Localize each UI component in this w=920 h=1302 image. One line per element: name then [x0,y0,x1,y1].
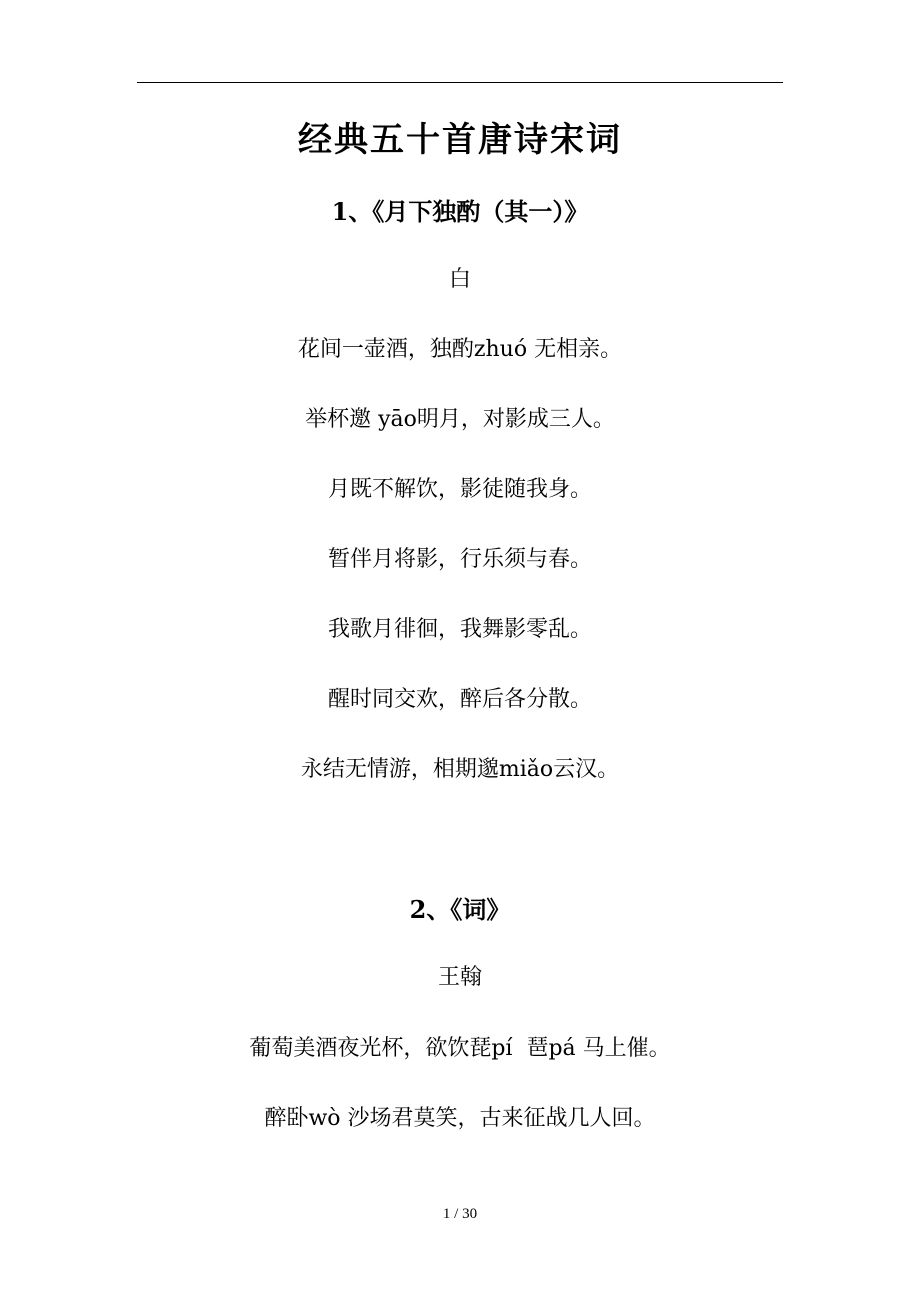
poem-line: 举杯邀 yāo明月，对影成三人。 [305,407,615,432]
poem-line: 醉卧wò 沙场君莫笑，古来征战几人回。 [264,1106,656,1131]
poem-heading: 1、《月下独酌（其一）》 [331,197,589,226]
poem-line: 葡萄美酒夜光杯，欲饮琵pí 琶pá 马上催。 [249,1036,671,1061]
poem-author: 王翰 [437,965,482,990]
poem-line: 月既不解饮，影徒随我身。 [327,477,592,502]
poem-line: 永结无情游，相期邈miǎo云汉。 [300,757,620,782]
poem-line: 醒时同交欢，醉后各分散。 [327,687,592,712]
poem-line: 我歌月徘徊，我舞影零乱。 [327,617,592,642]
page-indicator: 1 / 30 [442,1206,478,1222]
document-title: 经典五十首唐诗宋词 [298,120,622,160]
poem-line: 暂伴月将影，行乐须与春。 [327,547,592,572]
poem-line: 花间一壶酒，独酌zhuó 无相亲。 [297,337,623,362]
header-rule [137,82,783,83]
poem-author: 白 [448,267,471,292]
poem-heading: 2、《词》 [409,895,511,924]
